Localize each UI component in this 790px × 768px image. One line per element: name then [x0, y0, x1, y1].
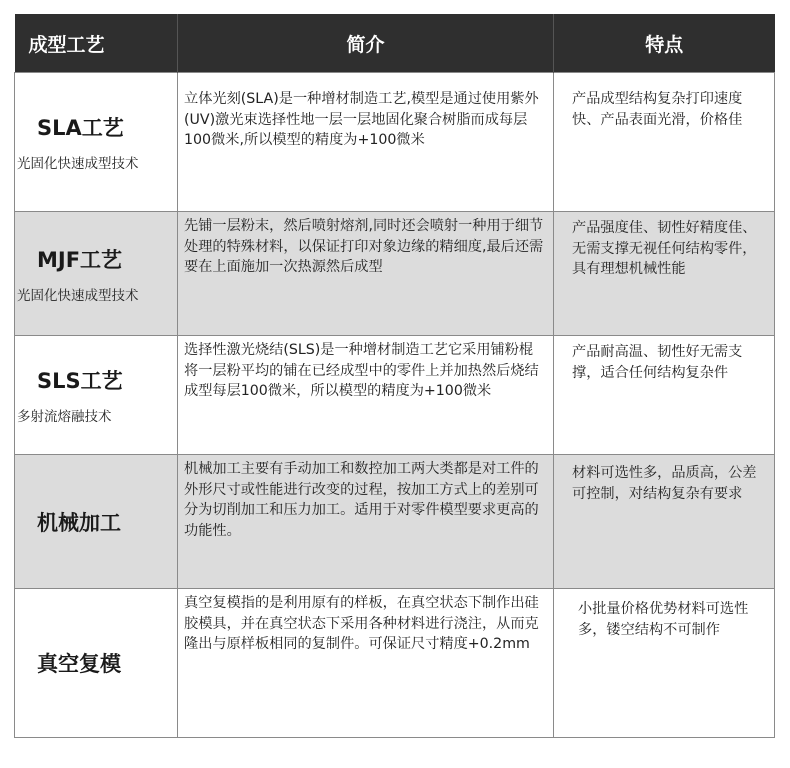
features-text: 小批量价格优势材料可选性多，镂空结构不可制作 [578, 601, 749, 638]
process-name: 真空复模 [37, 652, 121, 676]
header-row [15, 14, 775, 73]
intro-text: 机械加工主要有手动加工和数控加工两大类都是对工件的外形尺寸或性能进行改变的过程，按加工方式上的差别可分为切削加工和压力加工。适用于对零件模型要求更高的功能性。 [184, 461, 539, 539]
process-cell [15, 455, 178, 589]
features-cell [554, 336, 775, 455]
intro-text: 真空复模指的是利用原有的样板，在真空状态下制作出硅胶模具，并在真空状态下采用各种材料进行浇注，从而克隆出与原样板相同的复制件。可保证尺寸精度+0.2mm [184, 595, 539, 652]
intro-cell [178, 589, 554, 738]
process-name: SLA工艺 [37, 116, 124, 140]
process-cell [15, 589, 178, 738]
header-features: 特点 [554, 14, 775, 73]
table-row [15, 336, 775, 455]
process-subtitle: 光固化快速成型技术 [17, 156, 139, 172]
features-text: 产品强度佳、韧性好精度佳、无需支撑无视任何结构零件，具有理想机械性能 [572, 220, 757, 277]
features-cell [554, 73, 775, 212]
features-text: 产品耐高温、韧性好无需支撑，适合任何结构复杂件 [572, 344, 743, 381]
intro-cell [178, 336, 554, 455]
table-row [15, 73, 775, 212]
features-text: 材料可选性多，品质高，公差可控制，对结构复杂有要求 [572, 465, 757, 502]
table-row [15, 589, 775, 738]
intro-text: 立体光刻(SLA)是一种增材制造工艺,模型是通过使用紫外(UV)激光束选择性地一层一层地固化聚合树脂而成每层100微米,所以模型的精度为+100微米 [184, 91, 539, 148]
features-cell [554, 455, 775, 589]
features-cell [554, 212, 775, 336]
header-process: 成型工艺 [15, 14, 178, 73]
features-text: 产品成型结构复杂打印速度快、产品表面光滑，价格佳 [572, 91, 743, 128]
table-row [15, 212, 775, 336]
intro-cell [178, 212, 554, 336]
process-cell [15, 212, 178, 336]
process-cell [15, 336, 178, 455]
intro-text: 先铺一层粉末，然后喷射熔剂,同时还会喷射一种用于细节处理的特殊材料，以保证打印对象边缘的精细度,最后还需要在上面施加一次热源然后成型 [184, 218, 544, 275]
features-cell [554, 589, 775, 738]
intro-cell [178, 73, 554, 212]
process-comparison-table [14, 14, 775, 738]
intro-text: 选择性激光烧结(SLS)是一种增材制造工艺它采用铺粉棍将一层粉平均的铺在已经成型中的零件上并加热然后烧结成型每层100微米，所以模型的精度为+100微米 [184, 342, 539, 399]
process-name: SLS工艺 [37, 369, 123, 393]
table-row [15, 455, 775, 589]
process-name: 机械加工 [37, 510, 121, 535]
intro-cell [178, 455, 554, 589]
process-cell [15, 73, 178, 212]
process-name: MJF工艺 [37, 247, 123, 272]
header-intro: 简介 [178, 14, 554, 73]
process-subtitle: 多射流熔融技术 [17, 409, 112, 425]
process-subtitle: 光固化快速成型技术 [17, 287, 139, 304]
